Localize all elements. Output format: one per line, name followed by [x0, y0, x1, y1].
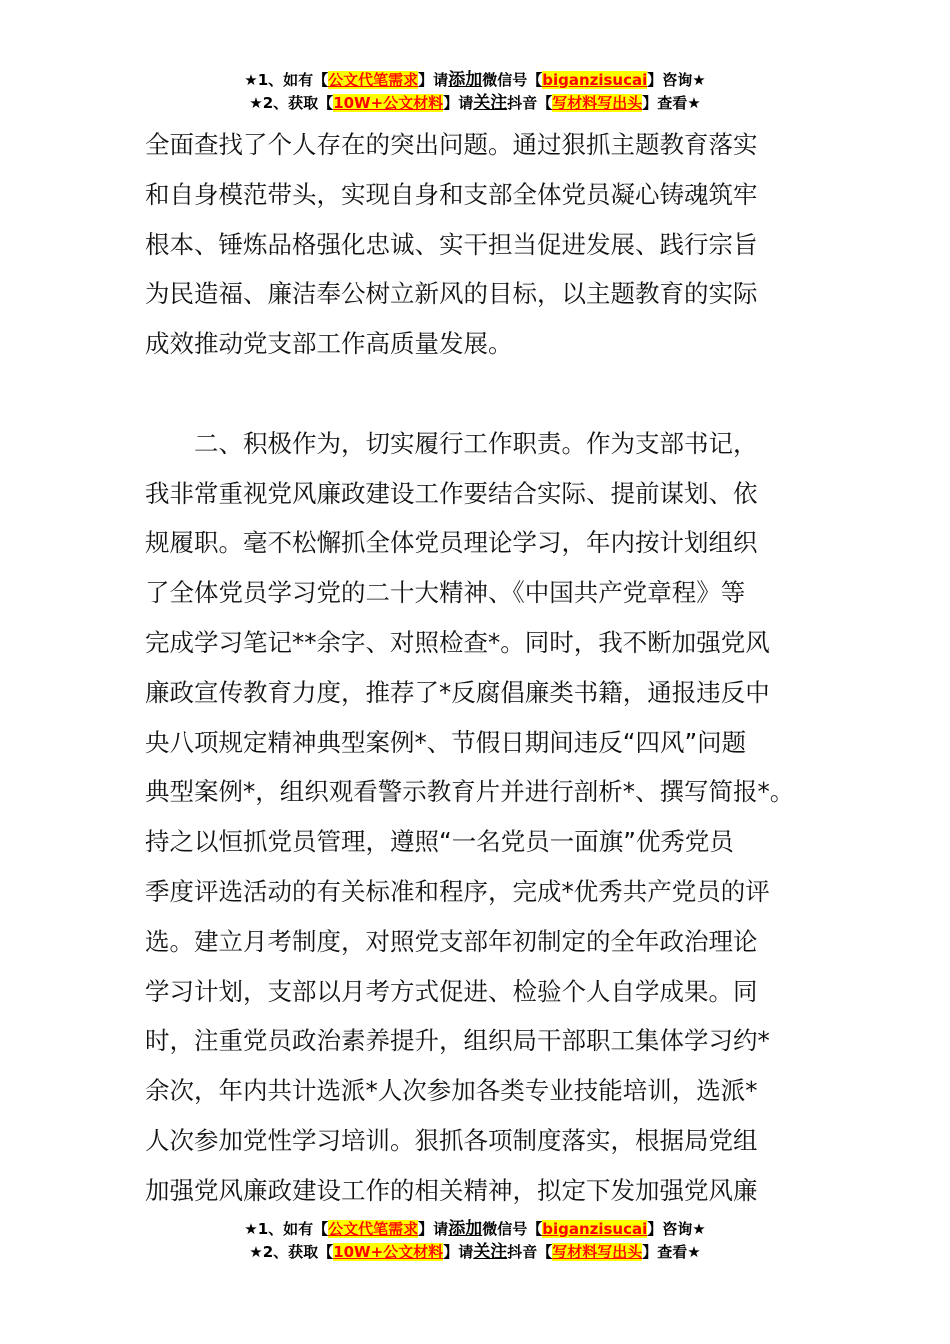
- banner-text: ★2、获取【: [249, 94, 334, 112]
- text-line: 加强党风廉政建设工作的相关精神，拟定下发加强党风廉: [145, 1175, 758, 1205]
- text-line: 和自身模范带头，实现自身和支部全体党员凝心铸魂筑牢: [145, 179, 758, 209]
- banner-highlight: 写材料写出头: [552, 94, 643, 112]
- banner-text: ★1、如有【: [244, 1220, 329, 1238]
- banner-line-1: [0, 1218, 950, 1241]
- text-line: 为民造福、廉洁奉公树立新风的目标，以主题教育的实际: [145, 279, 758, 309]
- banner-highlight: biganzisucai: [542, 1220, 648, 1238]
- banner-underlined: 添加: [448, 1219, 483, 1239]
- banner-text: 】请: [418, 1220, 449, 1238]
- banner-underlined: 关注: [473, 93, 508, 113]
- text-line: 余次，年内共计选派*人次参加各类专业技能培训，选派*: [145, 1076, 758, 1106]
- paragraph-gap: [145, 369, 845, 419]
- banner-text: 】咨询★: [647, 1220, 706, 1238]
- banner-highlight: 公文代笔需求: [328, 71, 419, 89]
- text-line: 选。建立月考制度，对照党支部年初制定的全年政治理论: [145, 926, 758, 956]
- text-line: 成效推动党支部工作高质量发展。: [145, 329, 513, 359]
- banner-text: ★2、获取【: [249, 1243, 334, 1261]
- footer-banner: [0, 1218, 950, 1264]
- banner-highlight: 公文代笔需求: [328, 1220, 419, 1238]
- text-line: 持之以恒抓党员管理，遵照“一名党员一面旗”优秀党员: [145, 827, 734, 857]
- text-line: 根本、锤炼品格强化忠诚、实干担当促进发展、践行宗旨: [145, 229, 758, 259]
- text-line: 完成学习笔记**余字、对照检查*。同时，我不断加强党风: [145, 627, 770, 657]
- banner-line-1: [0, 69, 950, 92]
- banner-text: ★1、如有【: [244, 71, 329, 89]
- text-line: 时，注重党员政治素养提升，组织局干部职工集体学习约*: [145, 1026, 770, 1056]
- banner-text: 】查看★: [642, 1243, 701, 1261]
- banner-text: 抖音【: [507, 1243, 553, 1261]
- banner-highlight: 10W+公文材料: [333, 1243, 444, 1261]
- text-line: 人次参加党性学习培训。狠抓各项制度落实，根据局党组: [145, 1125, 758, 1155]
- banner-underlined: 添加: [448, 70, 483, 90]
- text-line: 全面查找了个人存在的突出问题。通过狠抓主题教育落实: [145, 130, 758, 159]
- banner-underlined: 关注: [473, 1242, 508, 1262]
- banner-highlight: 10W+公文材料: [333, 94, 444, 112]
- text-line: 央八项规定精神典型案例*、节假日期间违反“四风”问题: [145, 727, 747, 757]
- text-line: 廉政宣传教育力度，推荐了*反腐倡廉类书籍，通报违反中: [145, 677, 770, 707]
- banner-text: 微信号【: [482, 71, 543, 89]
- document-body: [145, 120, 845, 1216]
- banner-text: 抖音【: [507, 94, 553, 112]
- text-line: 季度评选活动的有关标准和程序，完成*优秀共产党员的评: [145, 876, 770, 906]
- header-banner: [0, 69, 950, 115]
- banner-text: 】请: [443, 1243, 474, 1261]
- text-line: 典型案例*，组织观看警示教育片并进行剖析*、撰写简报*。: [145, 777, 795, 807]
- banner-text: 】请: [443, 94, 474, 112]
- text-line: 二、积极作为，切实履行工作职责。作为支部书记，: [145, 428, 758, 458]
- text-line: 学习计划，支部以月考方式促进、检验个人自学成果。同: [145, 976, 758, 1006]
- paragraph: [145, 419, 845, 1216]
- banner-line-2: [0, 1241, 950, 1264]
- banner-text: 】请: [418, 71, 449, 89]
- banner-text: 】查看★: [642, 94, 701, 112]
- banner-highlight: biganzisucai: [542, 71, 648, 89]
- paragraph: [145, 120, 845, 369]
- banner-text: 】咨询★: [647, 71, 706, 89]
- banner-text: 微信号【: [482, 1220, 543, 1238]
- text-line: 我非常重视党风廉政建设工作要结合实际、提前谋划、依: [145, 478, 758, 508]
- text-line: 规履职。毫不松懈抓全体党员理论学习，年内按计划组织: [145, 528, 758, 558]
- text-line: 了全体党员学习党的二十大精神、《中国共产党章程》等: [145, 578, 746, 608]
- banner-line-2: [0, 92, 950, 115]
- banner-highlight: 写材料写出头: [552, 1243, 643, 1261]
